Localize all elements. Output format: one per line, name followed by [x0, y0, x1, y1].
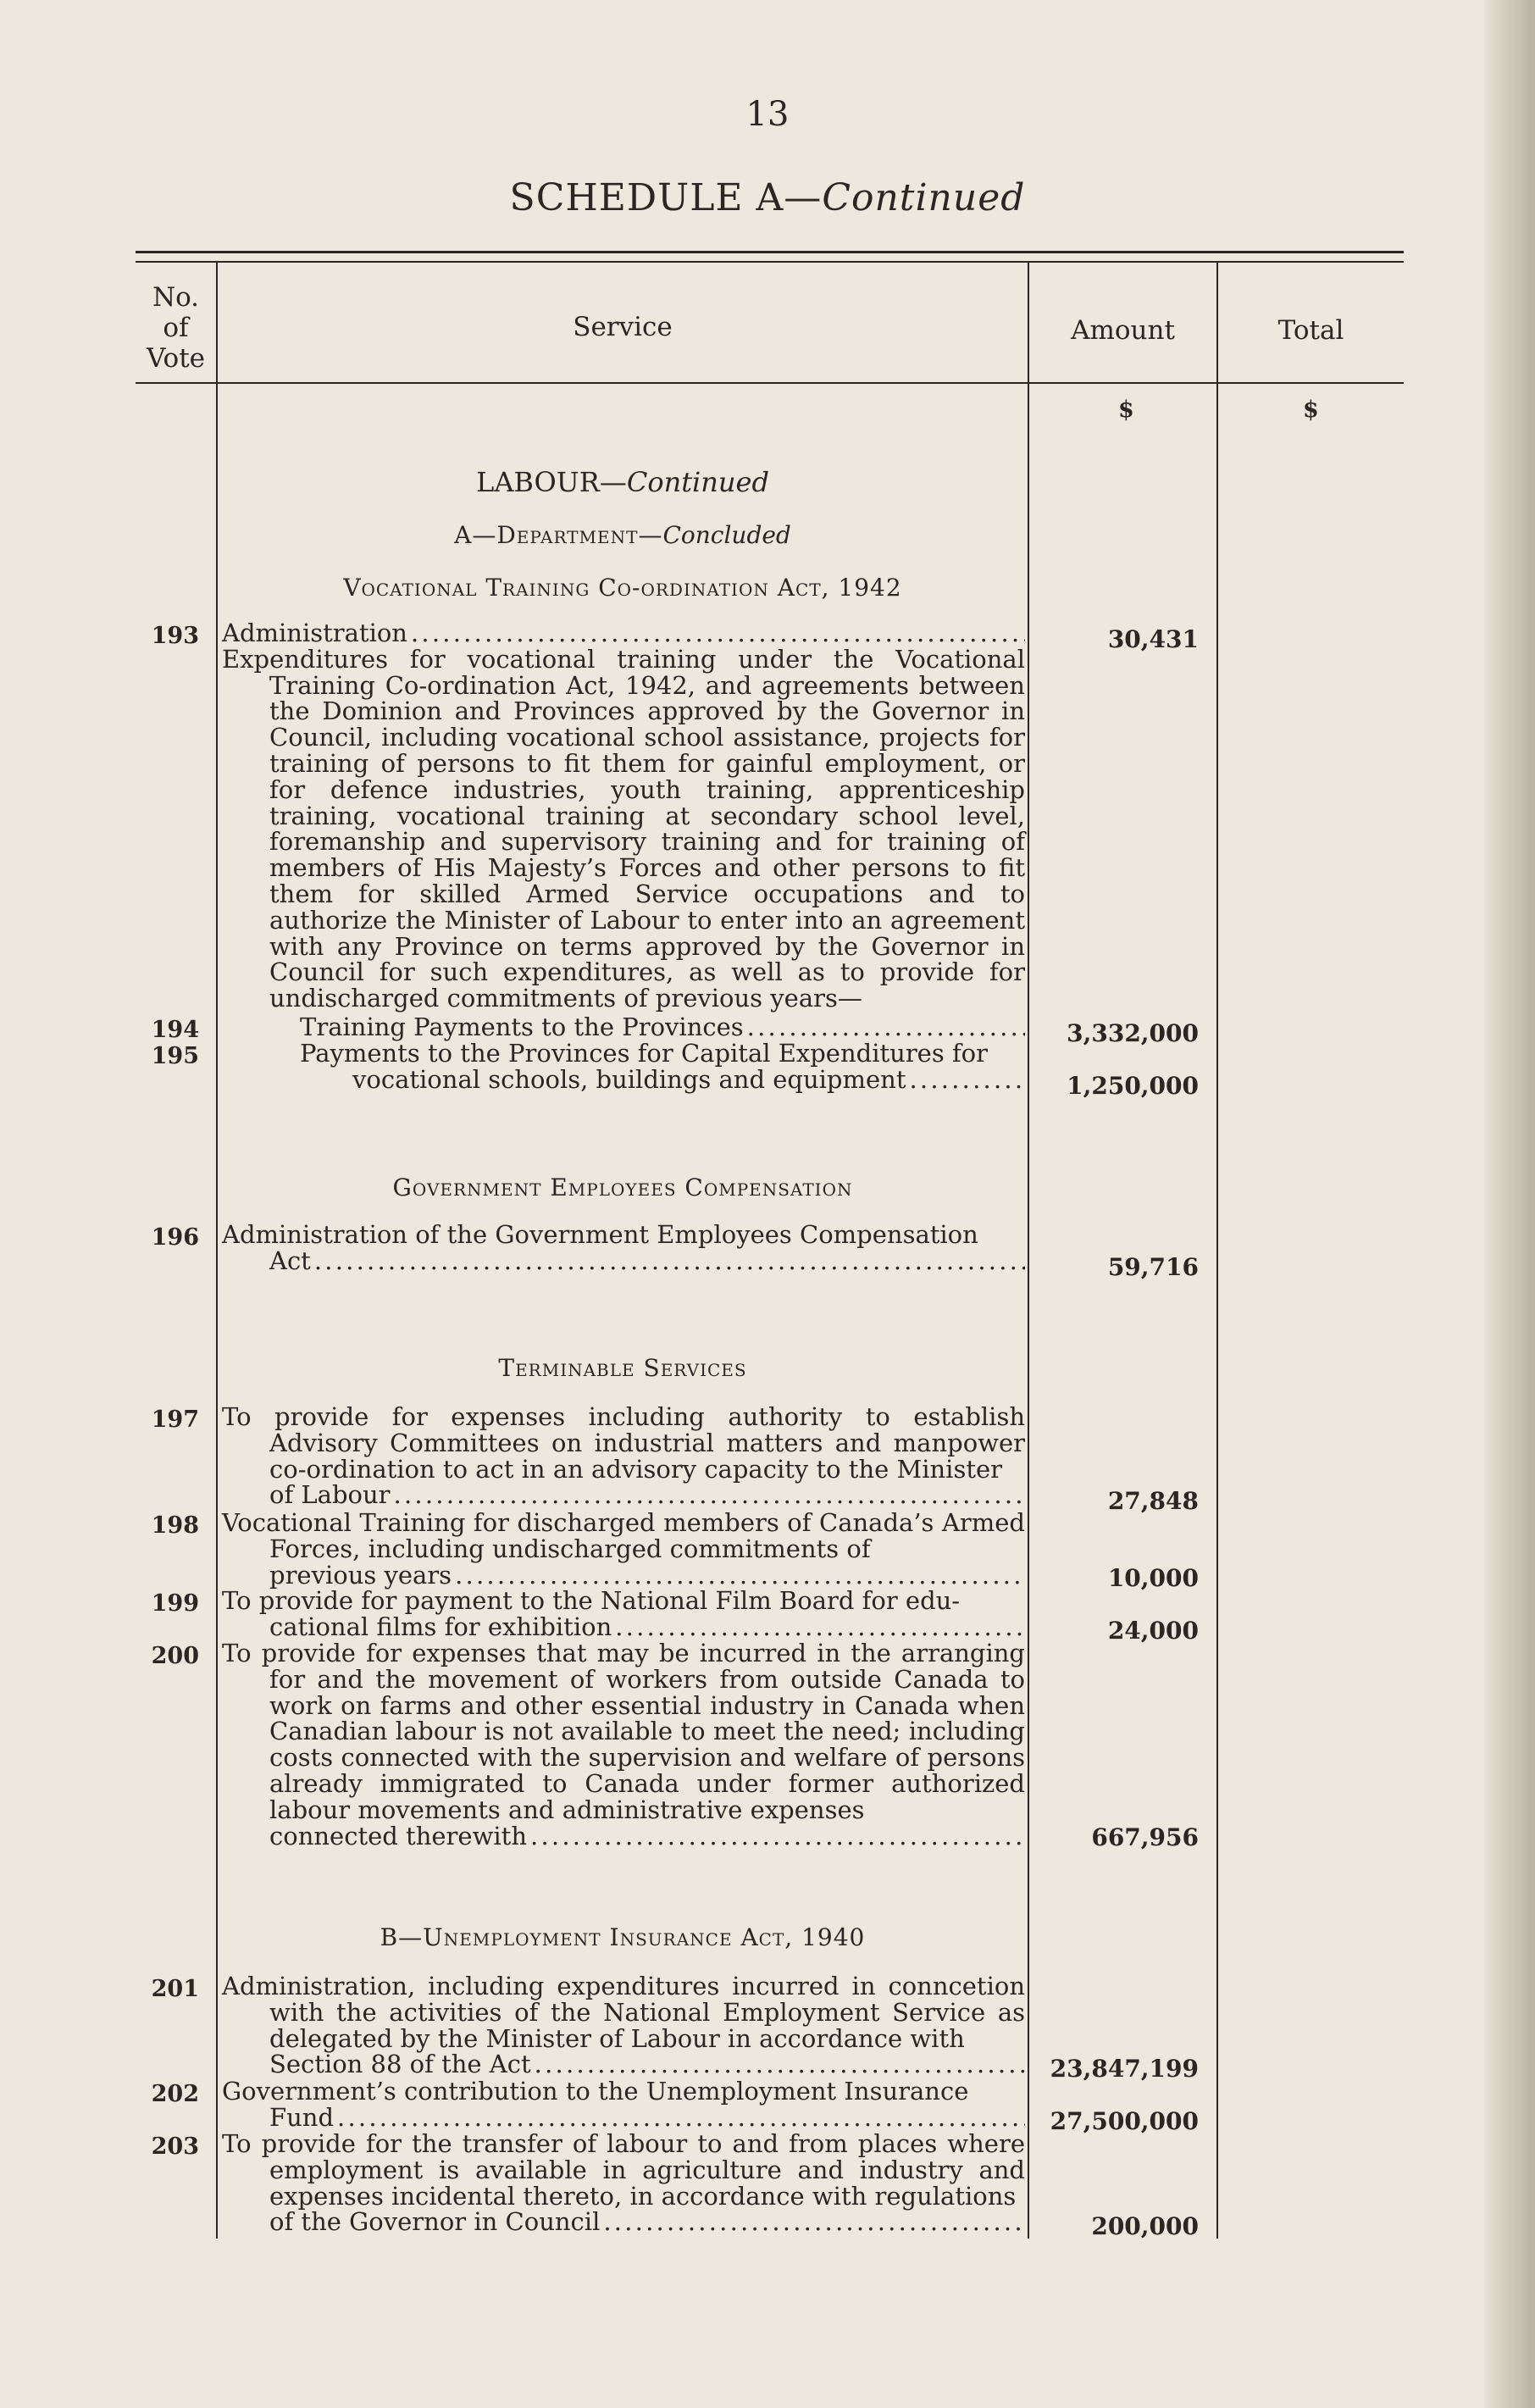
vote-number-201: 201: [151, 1976, 199, 2002]
vote-number-200: 200: [151, 1643, 199, 1669]
entry-201: Administration, including expenditures incurred in conncetion with the activities of the National Employment Service as delegated by the Minister of Labour in accordance with Section 88 of the Act . . .: [222, 1973, 1025, 2078]
heading-vocational-training: Vocational Training Co-ordination Act, 1942: [343, 574, 902, 602]
entry-193: [222, 620, 1025, 1012]
entry-194: Training Payments to the Provinces . . .: [222, 1014, 1025, 1040]
entry-203: To provide for the transfer of labour to and from places where employment is available in agriculture and industry and expenses incidental thereto, in accordance with regulations of the Governor in Council . . .: [222, 2131, 1025, 2235]
amount-202: 27,500,000: [1050, 2107, 1199, 2135]
entry-195: Payments to the Provinces for Capital Expenditures for vocational schools, buildings and equipment . . .: [222, 1040, 1025, 1093]
title-main: SCHEDULE A—: [509, 176, 823, 219]
amount-193: 30,431: [1107, 625, 1199, 653]
amount-200: 667,956: [1091, 1823, 1199, 1851]
amount-198: 10,000: [1107, 1564, 1199, 1592]
amount-195: 1,250,000: [1067, 1072, 1199, 1100]
vote-number-198: 198: [151, 1512, 199, 1539]
vote-number-202: 202: [151, 2081, 199, 2107]
amount-196: 59,716: [1107, 1253, 1199, 1281]
vote-number-203: 203: [151, 2133, 199, 2160]
heading-unemployment-insurance-act: B—Unemployment Insurance Act, 1940: [380, 1923, 866, 1951]
heading-labour: LABOUR—Continued: [476, 466, 769, 498]
amount-197: 27,848: [1107, 1487, 1199, 1515]
vote-number-193: 193: [151, 623, 199, 649]
page-edge-shadow: [1484, 0, 1535, 2408]
heading-terminable-services: Terminable Services: [498, 1354, 747, 1382]
entry-197: To provide for expenses including authority to establish Advisory Committees on industrial matters and manpower co-ordination to act in an advisory capacity to the Minister of Labour . . .: [222, 1404, 1025, 1508]
header-total: Total: [1277, 315, 1344, 346]
amount-199: 24,000: [1107, 1617, 1199, 1645]
page-title: [0, 176, 1535, 219]
header-amount: Amount: [1071, 315, 1175, 346]
page-number: 13: [745, 95, 790, 134]
currency-total: $: [1303, 397, 1319, 423]
entry-196: Administration of the Government Employees Compensation Act . . .: [222, 1222, 1025, 1274]
top-rule-inner: [136, 261, 1404, 263]
top-rule-outer: [136, 251, 1404, 253]
header-service: Service: [573, 312, 673, 342]
dotted-line-193: Administration . . .: [222, 620, 1025, 646]
vote-number-194: 194: [151, 1017, 199, 1043]
heading-department: A—Department—Concluded: [454, 521, 791, 549]
title-italic: Continued: [822, 176, 1026, 219]
column-divider-amount: [1216, 263, 1218, 2239]
entry-199: To provide for payment to the National Film Board for edu- cational films for exhibition . . .: [222, 1588, 1025, 1640]
vote-number-199: 199: [151, 1590, 199, 1617]
vote-number-196: 196: [151, 1224, 199, 1251]
amount-194: 3,332,000: [1067, 1019, 1199, 1047]
vote-number-197: 197: [151, 1407, 199, 1433]
header-vote: No. of Vote: [146, 282, 205, 374]
amount-203: 200,000: [1091, 2212, 1199, 2240]
amount-201: 23,847,199: [1050, 2055, 1199, 2083]
entry-202: Government’s contribution to the Unemployment Insurance Fund . . .: [222, 2078, 1025, 2131]
entry-198: Vocational Training for discharged members of Canada’s Armed Forces, including undischarged commitments of previous years . . .: [222, 1510, 1025, 1588]
header-bottom-rule: [136, 382, 1404, 384]
vocational-expenditures-text: Expenditures for vocational training under the Vocational Training Co-ordination Act, 1942, and agreements between the Dominion and Provinces approved by the Governor in Council, including vocational school assistance, projects for training of persons to fit them for gainful employment, or for defence industries, youth training, apprenticeship training, vocational training at secondary school level, foremanship and supervisory training and for training of members of His Majesty’s Forces and other persons to fit them for skilled Armed Service occupations and to authorize the Minister of Labour to enter into an agreement with any Province on terms approved by the Governor in Council for such expenditures, as well as to provide for undischarged commitments of previous years—: [222, 644, 1025, 1013]
heading-government-employees-compensation: Government Employees Compensation: [392, 1173, 853, 1201]
vote-number-195: 195: [151, 1043, 199, 1069]
entry-200: To provide for expenses that may be incurred in the arranging for and the movement of workers from outside Canada to work on farms and other essential industry in Canada when Canadian labour is not available to meet the need; including costs connected with the supervision and welfare of persons already immigrated to Canada under former authorized labour movements and administrative expenses connected therewith . . .: [222, 1640, 1025, 1849]
currency-amount: $: [1118, 397, 1134, 423]
